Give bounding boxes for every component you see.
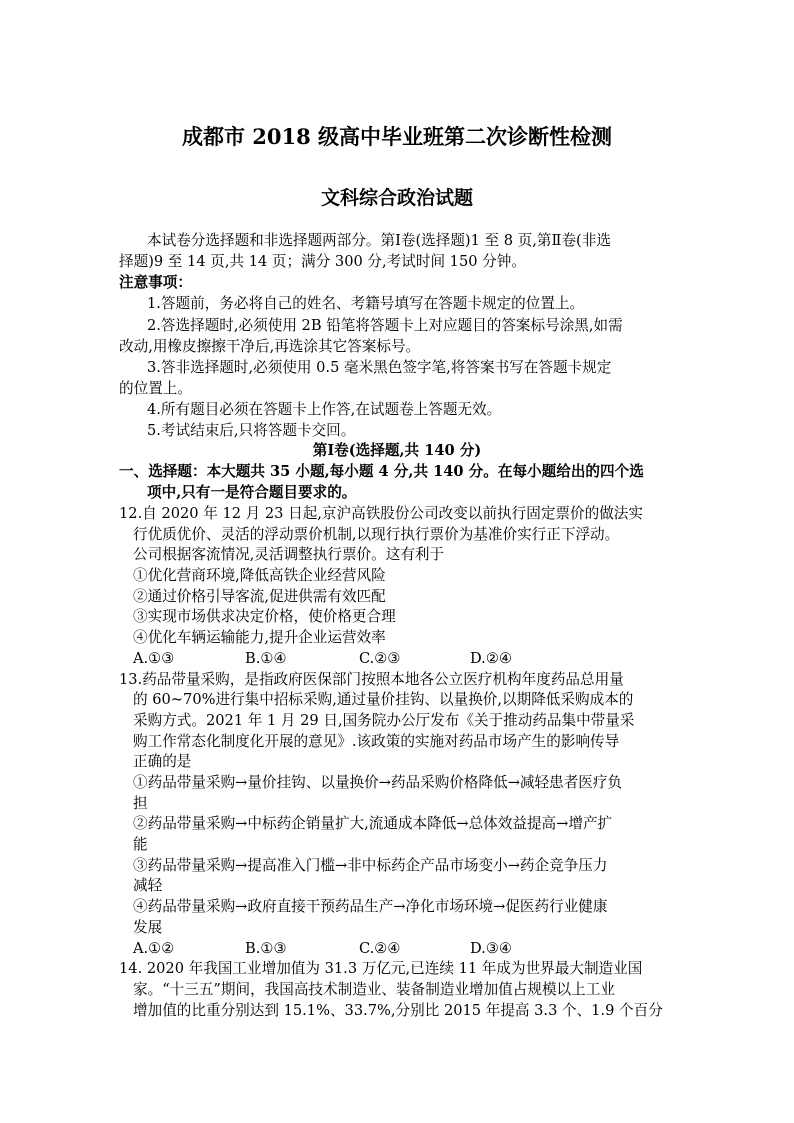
q13-option-b: B.①③ <box>245 940 287 957</box>
notice-item: 改动,用橡皮擦擦干净后,再选涂其它答案标号。 <box>119 338 421 355</box>
q13-stem: 的 60~70%进行集中招标采购,通过量价挂钩、以量换价,以期降低采购成本的 <box>133 691 634 708</box>
q13-stem: 采购方式。2021 年 1 月 29 日,国务院办公厅发布《关于推动药品集中带量采 <box>133 712 635 729</box>
q13-option-a: A.①② <box>133 940 175 957</box>
notice-item: 5.考试结束后,只将答题卡交回。 <box>147 422 356 439</box>
q13-statement: 减轻 <box>133 877 163 894</box>
section-heading-line-1: 一、选择题：本大题共 35 小题,每小题 4 分,共 140 分。在每小题给出的四个选 <box>119 463 644 480</box>
q13-statement: 担 <box>133 795 148 812</box>
intro-line-2: 择题)9 至 14 页,共 14 页；满分 300 分,考试时间 150 分钟。 <box>119 253 526 270</box>
notice-heading: 注意事项： <box>119 274 192 291</box>
intro-line-1: 本试卷分选择题和非选择题两部分。第Ⅰ卷(选择题)1 至 8 页,第Ⅱ卷(非选 <box>147 232 611 249</box>
q12-option-d: D.②④ <box>470 650 512 667</box>
q13-option-c: C.②④ <box>359 940 401 957</box>
q13-statement: ③药品带量采购→提高准入门槛→非中标药企产品市场变小→药企竞争压力 <box>133 857 608 874</box>
q12-stem: 12.自 2020 年 12 月 23 日起,京沪高铁股份公司改变以前执行固定票价的做法实 <box>119 505 643 522</box>
notice-item: 2.答选择题时,必须使用 2B 铅笔将答题卡上对应题目的答案标号涂黑,如需 <box>147 317 623 334</box>
q12-option-c: C.②③ <box>359 650 401 667</box>
q12-option-b: B.①④ <box>245 650 287 667</box>
q13-stem: 购工作常态化制度化开展的意见》.该政策的实施对药品市场产生的影响传导 <box>133 733 620 750</box>
notice-item: 的位置上。 <box>119 380 192 397</box>
notice-item: 1.答题前，务必将自己的姓名、考籍号填写在答题卡规定的位置上。 <box>147 295 585 312</box>
exam-subtitle: 文科综合政治试题 <box>320 187 473 209</box>
q12-option-a: A.①③ <box>133 650 175 667</box>
q13-statement: ②药品带量采购→中标药企销量扩大,流通成本降低→总体效益提高→增产扩 <box>133 815 613 832</box>
notice-item: 3.答非选择题时,必须使用 0.5 毫米黑色签字笔,将答案书写在答题卡规定 <box>147 359 612 376</box>
q13-stem: 正确的是 <box>133 753 192 770</box>
q12-statement: ③实现市场供求决定价格，使价格更合理 <box>133 608 396 625</box>
q12-statement: ①优化营商环境,降低高铁企业经营风险 <box>133 567 386 584</box>
q13-statement: ①药品带量采购→量价挂钩、以量换价→药品采购价格降低→减轻患者医疗负 <box>133 774 623 791</box>
q12-stem: 行优质优价、灵活的浮动票价机制,以现行执行票价为基准价实行正下浮动。 <box>133 526 620 543</box>
exam-title: 成都市 2018 级高中毕业班第二次诊断性检测 <box>181 124 613 149</box>
part1-heading: 第Ⅰ卷(选择题,共 140 分) <box>312 442 482 459</box>
notice-item: 4.所有题目必须在答题卡上作答,在试题卷上答题无效。 <box>147 401 502 418</box>
q13-statement: 能 <box>133 836 148 853</box>
q12-statement: ②通过价格引导客流,促进供需有效匹配 <box>133 588 386 605</box>
q13-stem: 13.药品带量采购，是指政府医保部门按照本地各公立医疗机构年度药品总用量 <box>119 671 624 688</box>
q13-option-d: D.③④ <box>470 940 512 957</box>
q14-stem: 增加值的比重分别达到 15.1%、33.7%,分别比 2015 年提高 3.3 个、1.9 个百分 <box>133 1002 663 1019</box>
q14-stem: 14. 2020 年我国工业增加值为 31.3 万亿元,已连续 11 年成为世界最大制造业国 <box>119 960 643 977</box>
q13-statement: ④药品带量采购→政府直接干预药品生产→净化市场环境→促医药行业健康 <box>133 898 608 915</box>
q12-statement: ④优化车辆运输能力,提升企业运营效率 <box>133 629 386 646</box>
q13-statement: 发展 <box>133 919 163 936</box>
q12-stem: 公司根据客流情况,灵活调整执行票价。这有利于 <box>133 546 445 563</box>
section-heading-line-2: 项中,只有一是符合题目要求的。 <box>147 484 357 501</box>
q14-stem: 家。“十三五”期间，我国高技术制造业、装备制造业增加值占规模以上工业 <box>133 981 615 998</box>
